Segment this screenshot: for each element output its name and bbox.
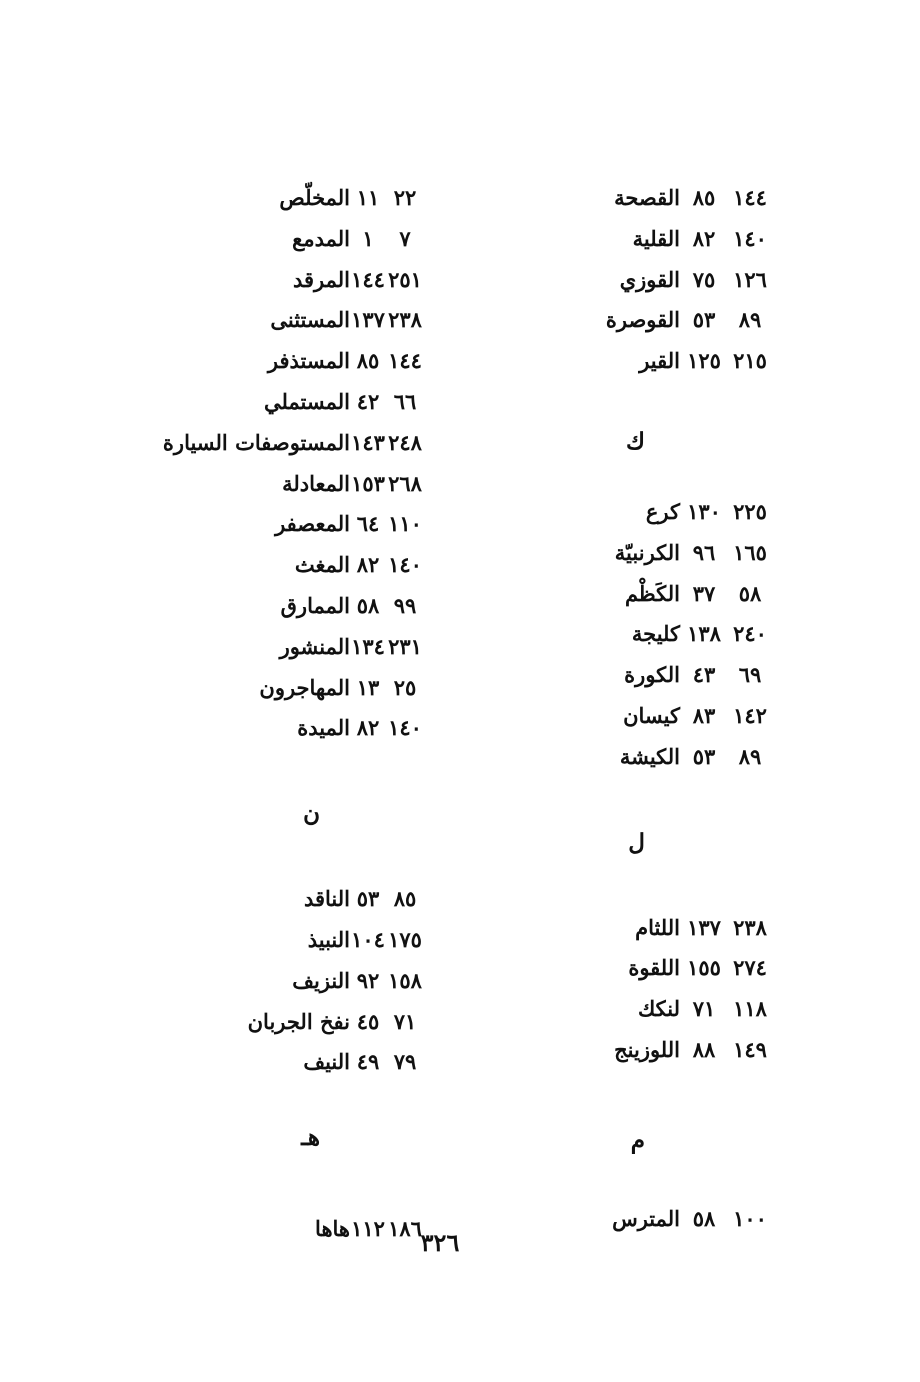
- index-entry: [540, 737, 770, 778]
- index-entry: [130, 668, 430, 709]
- entry-word: القصحة: [614, 185, 680, 210]
- entry-ref-number: ١٠٤: [351, 926, 385, 952]
- entry-page-number: ٦٦: [393, 388, 417, 414]
- entry-page-number: ٩٩: [393, 592, 417, 618]
- index-entry: [130, 1042, 430, 1083]
- entry-word: اللوزينج: [614, 1036, 680, 1062]
- entry-word: اللقوة: [628, 955, 680, 981]
- entry-word: المستوصفات السيارة: [162, 429, 350, 455]
- index-entry: [540, 260, 770, 301]
- entry-ref-number: ٨٥: [356, 348, 380, 374]
- section-heading: م: [630, 1126, 645, 1154]
- index-entry: [130, 178, 430, 219]
- entry-word: النبيذ: [307, 926, 350, 952]
- index-entry: [130, 708, 430, 749]
- entry-ref-number: ٨٥: [692, 185, 716, 210]
- index-entry: [130, 1002, 430, 1043]
- index-entry: [130, 879, 430, 920]
- entry-word: الممارق: [280, 592, 350, 618]
- entry-word: الكيشة: [619, 743, 680, 769]
- entry-page-number: ١٤٩: [733, 1036, 767, 1062]
- entry-ref-number: ١: [362, 225, 374, 251]
- entry-word: المترس: [612, 1205, 680, 1231]
- entry-word: القوزي: [619, 266, 680, 292]
- entry-word: المدمع: [292, 225, 350, 251]
- index-entry: [540, 908, 770, 949]
- entry-ref-number: ٤٢: [356, 388, 380, 414]
- index-entry: [540, 300, 770, 341]
- entry-page-number: ١١٨: [733, 996, 767, 1022]
- section-ha: [130, 1083, 430, 1250]
- entry-ref-number: ١٣٧: [351, 307, 385, 333]
- entry-word: اللثام: [635, 914, 680, 940]
- index-entry: [130, 260, 430, 301]
- page-number: ٣٢٦: [420, 1228, 460, 1257]
- entry-page-number: ١١٠: [388, 511, 422, 537]
- section-kaf: [540, 382, 770, 778]
- entry-word: المغث: [294, 552, 350, 578]
- entry-ref-number: ١٣٤: [351, 633, 385, 659]
- entry-word: القير: [639, 348, 680, 374]
- entry-page-number: ٦٩: [738, 662, 762, 688]
- index-entry: [540, 989, 770, 1030]
- section-heading: هـ: [301, 1124, 320, 1152]
- entry-page-number: ٢٥١: [388, 266, 422, 292]
- section-qaf: [540, 178, 770, 382]
- index-entry: [130, 627, 430, 668]
- index-entry: [130, 586, 430, 627]
- entry-word: الميدة: [297, 715, 350, 741]
- entry-word: القلية: [632, 225, 680, 251]
- entry-word: النزيف: [292, 967, 350, 993]
- entry-word: المخلّص: [279, 185, 350, 210]
- entry-page-number: ١٨٦: [388, 1216, 422, 1242]
- entry-page-number: ١٥٨: [388, 967, 422, 993]
- entry-word: المهاجرون: [259, 674, 350, 700]
- entry-page-number: ١٤٤: [733, 185, 767, 210]
- entry-word: المستثنى: [270, 307, 350, 333]
- entry-ref-number: ١٤٤: [351, 266, 385, 292]
- entry-ref-number: ٩٦: [692, 539, 716, 565]
- entry-page-number: ٥٨: [738, 580, 762, 606]
- entry-page-number: ١٤٠: [733, 225, 767, 251]
- entry-ref-number: ٥٨: [692, 1205, 716, 1231]
- entry-page-number: ١٤٠: [388, 715, 422, 741]
- entry-ref-number: ٩٢: [356, 967, 380, 993]
- entry-ref-number: ٨٢: [356, 552, 380, 578]
- entry-ref-number: ٥٣: [692, 307, 716, 333]
- entry-page-number: ٢٢: [393, 185, 417, 210]
- entry-word: المنشور: [279, 633, 350, 659]
- index-entry: [130, 545, 430, 586]
- entry-word: الكرنبيّة: [614, 539, 680, 565]
- entry-ref-number: ٨٢: [356, 715, 380, 741]
- entry-word: المستملي: [263, 388, 350, 414]
- index-entry: [540, 219, 770, 260]
- entry-page-number: ١٢٦: [733, 266, 767, 292]
- entry-page-number: ٢٤٨: [388, 429, 422, 455]
- entry-word: المعادلة: [282, 470, 350, 496]
- index-entry: [130, 382, 430, 423]
- section-heading: ل: [628, 828, 645, 856]
- entry-ref-number: ١٥٣: [351, 470, 385, 496]
- entry-page-number: ٢٥: [393, 674, 417, 700]
- entry-page-number: ٢٣١: [388, 633, 422, 659]
- entry-page-number: ١٦٥: [733, 539, 767, 565]
- entry-word: نفخ الجربان: [247, 1008, 350, 1034]
- index-entry: [540, 178, 770, 219]
- entry-page-number: ٨٩: [738, 307, 762, 333]
- entry-page-number: ٢١٥: [733, 348, 767, 374]
- entry-ref-number: ٧٥: [692, 266, 716, 292]
- entry-ref-number: ١٣٧: [687, 914, 721, 940]
- index-entry: [130, 961, 430, 1002]
- entry-word: كليجة: [631, 621, 680, 647]
- entry-word: المستذفر: [267, 348, 350, 374]
- index-entry: [540, 614, 770, 655]
- entry-page-number: ٢٢٥: [733, 498, 767, 524]
- index-column-right: [540, 178, 770, 1240]
- entry-word: القوصرة: [605, 307, 680, 333]
- section-nun: [130, 749, 430, 1083]
- entry-ref-number: ١٣٠: [687, 498, 721, 524]
- entry-ref-number: ٣٧: [692, 580, 716, 606]
- entry-word: المعصفر: [275, 511, 350, 537]
- entry-word: النيف: [303, 1049, 350, 1075]
- entry-ref-number: ٨٨: [692, 1036, 716, 1062]
- entry-page-number: ٢٣٨: [388, 307, 422, 333]
- index-entry: [130, 300, 430, 341]
- index-entry: [540, 696, 770, 737]
- section-heading: ك: [626, 427, 645, 455]
- index-entry: [130, 920, 430, 961]
- index-entry: [130, 219, 430, 260]
- section-lam: [540, 778, 770, 1071]
- index-entry: [540, 533, 770, 574]
- entry-page-number: ١٧٥: [388, 926, 422, 952]
- entry-page-number: ٧١: [393, 1008, 417, 1034]
- entry-page-number: ٢٧٤: [733, 955, 767, 981]
- entry-word: كيسان: [623, 702, 680, 728]
- section-heading: ن: [303, 800, 320, 828]
- entry-page-number: ٢٣٨: [733, 914, 767, 940]
- index-entry: [540, 655, 770, 696]
- entry-page-number: ١٤٠: [388, 552, 422, 578]
- entry-ref-number: ٤٥: [356, 1008, 380, 1034]
- entry-word: كرع: [645, 498, 680, 524]
- entry-word: المرقد: [292, 266, 350, 292]
- section-mim: [540, 1071, 770, 1240]
- index-column-left: [130, 178, 430, 1250]
- entry-ref-number: ٨٣: [692, 702, 716, 728]
- index-entry: [540, 574, 770, 615]
- index-entry: [130, 504, 430, 545]
- entry-ref-number: ١٣٨: [687, 621, 721, 647]
- entry-word: هاها: [315, 1216, 350, 1242]
- entry-page-number: ١٠٠: [733, 1205, 767, 1231]
- entry-ref-number: ٦٤: [356, 511, 380, 537]
- entry-word: لنكك: [637, 996, 680, 1022]
- entry-ref-number: ١١: [356, 185, 380, 210]
- index-entry: [540, 492, 770, 533]
- index-entry: [130, 423, 430, 464]
- entry-ref-number: ١٣: [356, 674, 380, 700]
- entry-ref-number: ٥٨: [356, 592, 380, 618]
- entry-page-number: ٢٤٠: [733, 621, 767, 647]
- entry-page-number: ٧: [399, 225, 411, 251]
- entry-page-number: ٢٦٨: [388, 470, 422, 496]
- entry-ref-number: ٨٢: [692, 225, 716, 251]
- entry-word: الكَظْم: [624, 580, 680, 606]
- entry-page-number: ٨٩: [738, 743, 762, 769]
- entry-page-number: ٨٥: [393, 886, 417, 912]
- index-entry: [540, 1030, 770, 1071]
- entry-ref-number: ٥٣: [356, 886, 380, 912]
- entry-page-number: ١٤٢: [733, 702, 767, 728]
- entry-ref-number: ٧١: [692, 996, 716, 1022]
- entry-ref-number: ٤٣: [692, 662, 716, 688]
- index-entry: [540, 341, 770, 382]
- index-entry: [130, 464, 430, 505]
- entry-ref-number: ١٢٥: [687, 348, 721, 374]
- entry-word: الناقد: [303, 886, 350, 912]
- index-entry: [540, 948, 770, 989]
- entry-ref-number: ٥٣: [692, 743, 716, 769]
- entry-ref-number: ١٤٣: [351, 429, 385, 455]
- index-entry: [130, 341, 430, 382]
- entry-ref-number: ١١٢: [351, 1216, 385, 1242]
- entry-page-number: ١٤٤: [388, 348, 422, 374]
- entry-page-number: ٧٩: [393, 1049, 417, 1075]
- entry-ref-number: ١٥٥: [687, 955, 721, 981]
- entry-word: الكورة: [624, 662, 680, 688]
- section-mim-continued: [130, 178, 430, 749]
- entry-ref-number: ٤٩: [356, 1049, 380, 1075]
